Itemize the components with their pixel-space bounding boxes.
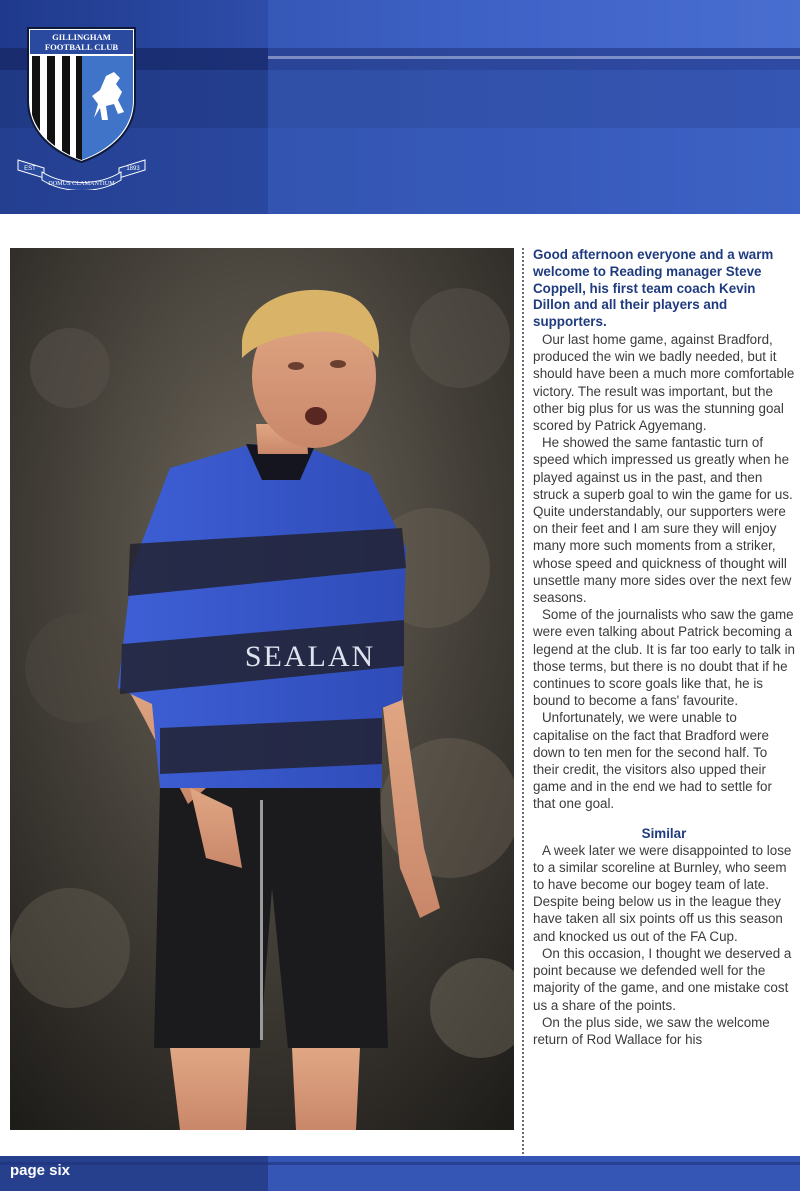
footer-line bbox=[0, 1162, 800, 1165]
club-crest bbox=[14, 20, 149, 190]
article-paragraph: Some of the journalists who saw the game were even talking about Patrick becoming a legend at the club. It is far too early to talk in those terms, but there is no doubt that if he continues to score goals like that, he is bound to become a fans' favourite. bbox=[533, 607, 796, 709]
crest-est-left: EST bbox=[24, 166, 36, 172]
player-photo bbox=[10, 248, 514, 1130]
header-block bbox=[268, 0, 800, 214]
crest-name-line2: FOOTBALL CLUB bbox=[44, 42, 119, 52]
header-line bbox=[268, 56, 800, 59]
article-intro: Good afternoon everyone and a warm welcome to Reading manager Steve Coppell, his first team coach Kevin Dillon and all their players and supporters. bbox=[533, 247, 774, 330]
article-paragraph: Unfortunately, we were unable to capitalise on the fact that Bradford were down to ten men for the second half. To their credit, the visitors also upped their game and in the end we had to settle for that one goal. bbox=[533, 710, 772, 812]
crest-name-line1: GILLINGHAM bbox=[52, 32, 111, 42]
column-divider bbox=[522, 248, 524, 1162]
article-paragraph: Our last home game, against Bradford, produced the win we badly needed, but it should have been a much more comfortable victory. The result was important, but the other big plus for us was the stunning goal scored by Patrick Agyemang. bbox=[533, 331, 795, 433]
crest-motto: DOMUS CLAMANTIUM bbox=[48, 180, 115, 187]
article-paragraph: On this occasion, I thought we deserved a point because we defended well for the majority of the game, and one mistake cost us a share of the points. bbox=[533, 945, 792, 1013]
footer-banner bbox=[0, 1156, 800, 1191]
article-paragraph: On the plus side, we saw the welcome return of Rod Wallace for his bbox=[533, 1014, 770, 1047]
article-paragraph: He showed the same fantastic turn of speed which impressed us greatly when he played against us in the past, and then struck a superb goal to win the game for us. Quite understandably, our supporters were on their feet and I am sure they will enjoy many more such moments from a striker, whose speed and quickness of thought will unsettle many more sides over the next few seasons. bbox=[533, 435, 793, 606]
article-body bbox=[533, 247, 795, 1048]
shirt-sponsor-text: SEALAN bbox=[244, 640, 376, 673]
page-number-label: page six bbox=[10, 1162, 71, 1179]
crest-est-right: 1893 bbox=[126, 166, 140, 172]
article-paragraph: A week later we were disappointed to lose to a similar scoreline at Burnley, who seem to have become our bogey team of late. Despite being below us in the league they have taken all six points off us this season and knocked us out of the FA Cup. bbox=[533, 842, 792, 944]
article-subheading: Similar bbox=[641, 825, 687, 841]
